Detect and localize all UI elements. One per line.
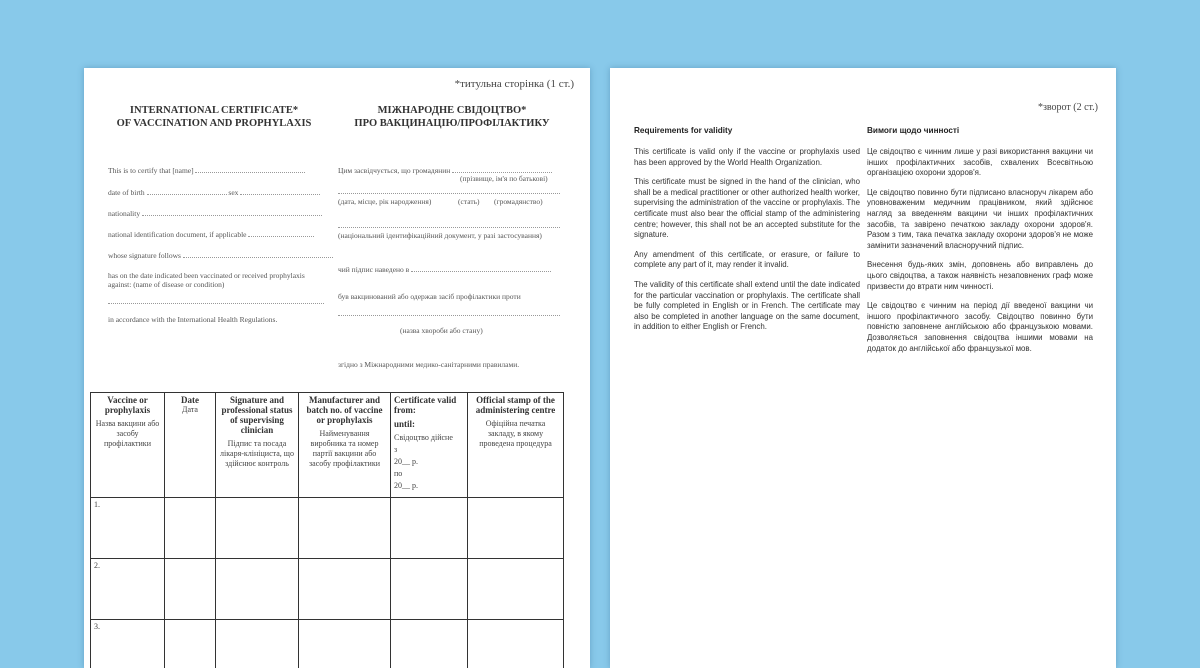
title-english-line-2: OF VACCINATION AND PROPHYLAXIS [94,117,334,130]
field-national-id-label: national identification document, if applicable [108,230,247,239]
table-cell[interactable] [216,498,299,559]
table-cell[interactable] [165,498,216,559]
table-cell[interactable] [391,620,468,668]
header-manufacturer-en: Manufacturer and batch no. of vaccine or prophylaxis [302,395,387,425]
field-uk-accordance-text: згідно з Міжнародними медико-санітарними правилами. [338,360,519,369]
table-cell[interactable] [468,559,564,620]
field-sex-blank[interactable] [240,187,320,195]
row-number[interactable]: 2. [91,559,165,620]
table-row [91,620,564,668]
table-cell[interactable] [299,559,391,620]
header-stamp-en: Official stamp of the administering centre [471,395,560,415]
field-uk-national-id-blank[interactable] [338,226,560,228]
requirement-paragraph: Внесення будь-яких змін, доповнень або виправлень до цього свідоцтва, а також наявність незаповнених граф може призвести до втрати ним чинності. [867,260,1093,292]
front-page-note: *титульна сторінка (1 ст.) [455,78,574,90]
requirements-ukrainian [867,126,1093,363]
caption-uk-national-id: (національний ідентифікаційний документ, у разі застосування) [338,231,542,240]
header-vaccine-en: Vaccine or prophylaxis [94,395,161,415]
field-name[interactable] [108,165,305,175]
table-cell[interactable] [165,559,216,620]
table-cell[interactable] [299,498,391,559]
header-manufacturer-uk: Найменування виробника та номер партії вакцини або засобу профілактики [302,429,387,469]
table-row [91,559,564,620]
field-uk-signature-blank[interactable] [411,264,551,272]
field-uk-signature-label: чий підпис наведено в [338,265,409,274]
header-validity-uk-year2: 20__ р. [394,481,464,491]
requirement-paragraph: Це свідоцтво повинно бути підписано власноруч лікарем або уповноваженим медичним працівником, який здійснює нагляд за введенням вакцини чи інших профілактичних засобів, та завірено печаткою закладу охорони здоров'я. Разом з тим, така печатка закладу охорони здоров'я не може замінити зазначений власноручний підпис. [867,188,1093,252]
caption-uk-citizenship: (громадянство) [494,197,543,206]
field-signature-blank[interactable] [183,250,333,258]
field-dob-blank[interactable] [147,187,227,195]
header-vaccine [91,393,165,498]
field-nationality-label: nationality [108,209,140,218]
field-uk-name-label: Цим засвідчується, що громадянин [338,166,450,175]
requirement-paragraph: The validity of this certificate shall extend until the date indicated for the particular vaccination or prophylaxis. The certificate shall be fully completed in English or in French. The certificate may also be completed in another language on the same document, in addition to either English or French. [634,280,860,333]
table-cell[interactable] [165,620,216,668]
header-validity [391,393,468,498]
requirements-heading-en: Requirements for validity [634,126,860,135]
table-cell[interactable] [468,620,564,668]
header-date-uk: Дата [168,405,212,415]
field-dob-label: date of birth [108,188,145,197]
field-uk-disease-blank[interactable] [338,314,560,316]
field-name-blank[interactable] [195,165,305,173]
requirement-paragraph: Це свідоцтво є чинним на період дії введеної вакцини чи іншого профілактичного засобу. Свідоцтво повинно бути повністю заповнене англійською або французькою мовами. Дозволяється заповнення свідоцтва іншими мовами на додаток до англійської або французької мов. [867,301,1093,354]
row-number[interactable]: 1. [91,498,165,559]
field-name-label: This is to certify that [name] [108,166,194,175]
certificate-front-page [84,68,590,668]
title-english [94,104,334,130]
requirement-paragraph: Це свідоцтво є чинним лише у разі використання вакцини чи інших профілактичних засобів, схвалених Всесвітньою організацією охорони здоров'я. [867,147,1093,179]
header-date-en: Date [168,395,212,405]
caption-uk-sex: (стать) [458,197,480,206]
field-uk-name-blank[interactable] [452,165,552,173]
field-uk-vaccinated-text: був вакцинований або одержав засіб профілактики проти [338,292,521,301]
title-ukrainian [332,104,572,130]
table-cell[interactable] [216,559,299,620]
title-ukrainian-line-2: ПРО ВАКЦИНАЦІЮ/ПРОФІЛАКТИКУ [332,117,572,130]
title-english-line-1: INTERNATIONAL CERTIFICATE* [94,104,334,117]
field-vaccinated-text-1: has on the date indicated been vaccinated or received prophylaxis [108,271,305,280]
title-ukrainian-line-1: МІЖНАРОДНЕ СВІДОЦТВО* [332,104,572,117]
requirement-paragraph: This certificate is valid only if the vaccine or prophylaxis used has been approved by the World Health Organization. [634,147,860,168]
table-cell[interactable] [216,620,299,668]
requirements-english [634,126,860,342]
row-number[interactable]: 3. [91,620,165,668]
table-cell[interactable] [299,620,391,668]
requirement-paragraph: Any amendment of this certificate, or erasure, or failure to complete any part of it, may render it invalid. [634,250,860,271]
field-accordance-text: in accordance with the International Health Regulations. [108,315,277,324]
field-national-id[interactable] [108,229,314,239]
header-validity-uk-year: 20__ р. [394,457,464,467]
header-vaccine-uk: Назва вакцини або засобу профілактики [94,419,161,449]
field-signature[interactable] [108,250,333,260]
table-cell[interactable] [468,498,564,559]
header-signature-en: Signature and professional status of supervising clinician [219,395,295,435]
header-signature [216,393,299,498]
field-dob[interactable] [108,187,320,197]
header-stamp [468,393,564,498]
caption-uk-dob: (дата, місце, рік народження) [338,197,431,206]
header-validity-uk: Свідоцтво дійсне [394,433,464,443]
field-signature-label: whose signature follows [108,251,181,260]
field-nationality-blank[interactable] [142,208,322,216]
header-validity-uk-from: з [394,445,464,455]
field-vaccinated-text-2: against: (name of disease or condition) [108,280,224,289]
header-validity-from-en: Certificate valid from: [394,395,464,415]
header-validity-until-en: until: [394,419,464,429]
header-date [165,393,216,498]
field-nationality[interactable] [108,208,322,218]
table-cell[interactable] [391,559,468,620]
back-page-note: *зворот (2 ст.) [1038,102,1098,113]
table-row [91,498,564,559]
certificate-back-page [610,68,1116,668]
field-sex-label: sex [228,188,238,197]
header-signature-uk: Підпис та посада лікаря-клініциста, що здійснює контроль [219,439,295,469]
requirements-heading-uk: Вимоги щодо чинності [867,126,1093,135]
field-uk-dob-blank[interactable] [338,192,560,194]
table-cell[interactable] [391,498,468,559]
header-manufacturer [299,393,391,498]
caption-uk-name: (прізвище, ім'я по батькові) [460,174,548,183]
header-stamp-uk: Офіційна печатка закладу, в якому проведена процедура [471,419,560,449]
requirement-paragraph: This certificate must be signed in the hand of the clinician, who shall be a medical practitioner or other authorized health worker, supervising the administration of the vaccine or prophylaxis. The certificate must also bear the official stamp of the administering centre; however, this shall not be an accepted substitute for the signature. [634,177,860,241]
table-header-row [91,393,564,498]
field-national-id-blank[interactable] [248,229,314,237]
caption-uk-disease: (назва хвороби або стану) [400,326,483,335]
vaccination-table [90,392,564,668]
field-disease-blank[interactable] [108,302,324,304]
field-uk-signature[interactable] [338,264,551,274]
header-validity-uk-to: по [394,469,464,479]
